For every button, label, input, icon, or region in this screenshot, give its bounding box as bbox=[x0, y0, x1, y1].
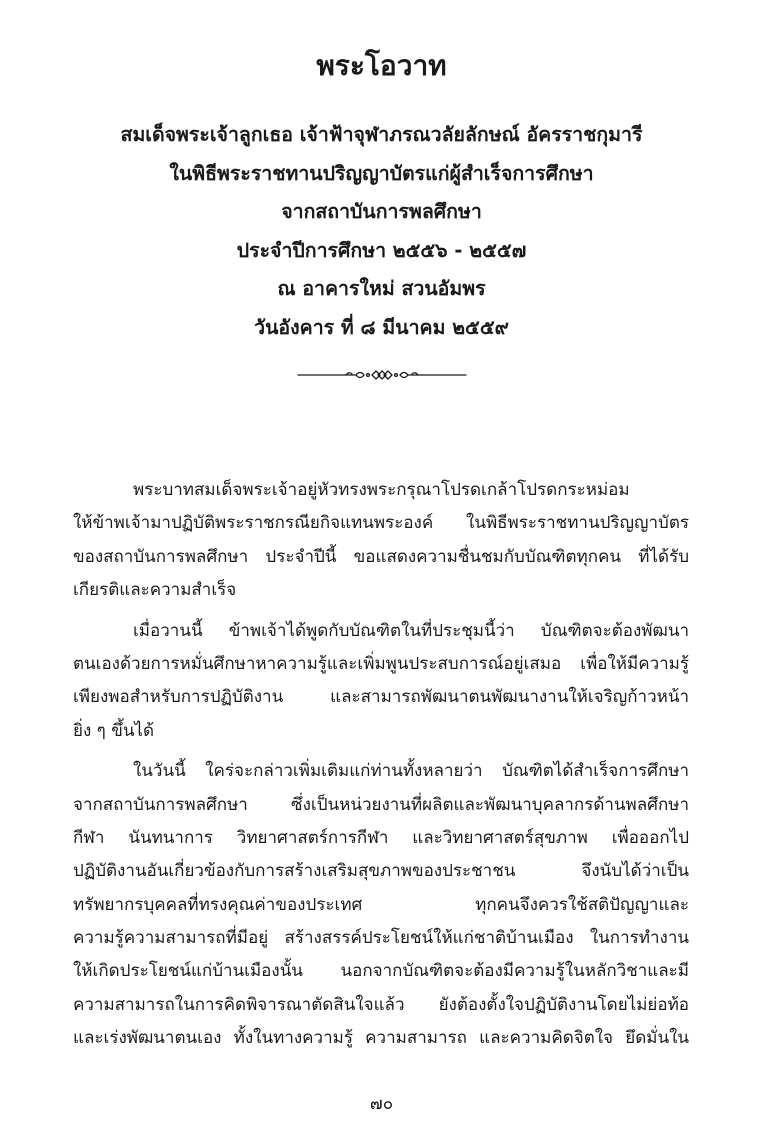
header-line: สมเด็จพระเจ้าลูกเธอ เจ้าฟ้าจุฬาภรณวลัยลักษณ์ อัครราชกุมารี bbox=[120, 123, 643, 146]
paragraph-line: เมื่อวานนี้ ข้าพเจ้าได้พูดกับบัณฑิตในที่ประชุมนี้ว่า บัณฑิตจะต้องพัฒนา bbox=[133, 620, 689, 641]
paragraph-line: เกียรติและความสำเร็จ bbox=[73, 580, 237, 601]
paragraph-line: เพียงพอสำหรับการปฏิบัติงาน และสามารถพัฒนาตนพัฒนางานให้เจริญก้าวหน้า bbox=[73, 687, 689, 708]
document-title: พระโอวาท bbox=[316, 49, 447, 82]
paragraph bbox=[73, 755, 689, 1056]
ornament-divider bbox=[296, 364, 468, 386]
paragraph-line: ยิ่ง ๆ ขึ้นได้ bbox=[73, 720, 155, 741]
paragraph-line: ของสถาบันการพลศึกษา ประจำปีนี้ ขอแสดงความชื่นชมกับบัณฑิตทุกคน ที่ได้รับ bbox=[73, 546, 689, 567]
paragraph-line: ปฏิบัติงานอันเกี่ยวข้องกับการสร้างเสริมสุขภาพของประชาชน จึงนับได้ว่าเป็น bbox=[73, 861, 689, 882]
header-line: วันอังคาร ที่ ๘ มีนาคม ๒๕๕๙ bbox=[254, 315, 509, 339]
paragraph-line: ทรัพยากรบุคคลที่ทรงคุณค่าของประเทศ ทุกคนจึงควรใช้สติปัญญาและ bbox=[73, 894, 689, 915]
header-line: ณ อาคารใหม่ สวนอัมพร bbox=[277, 277, 486, 300]
paragraph-line: ให้ข้าพเจ้ามาปฏิบัติพระราชกรณียกิจแทนพระองค์ ในพิธีพระราชทานปริญญาบัตร bbox=[73, 513, 689, 534]
paragraph bbox=[73, 474, 689, 608]
paragraph-line: ความสามารถในการคิดพิจารณาตัดสินใจแล้ว ยังต้องตั้งใจปฏิบัติงานโดยไม่ย่อท้อ bbox=[73, 994, 689, 1015]
paragraph-line: ตนเองด้วยการหมั่นศึกษาหาความรู้และเพิ่มพูนประสบการณ์อยู่เสมอ เพื่อให้มีความรู้ bbox=[73, 653, 689, 674]
paragraph-line: ความรู้ความสามารถที่มีอยู่ สร้างสรรค์ประโยชน์ให้แก่ชาติบ้านเมือง ในการทำงาน bbox=[73, 928, 689, 949]
paragraph-line: กีฬา นันทนาการ วิทยาศาสตร์การกีฬา และวิทยาศาสตร์สุขภาพ เพื่อออกไป bbox=[73, 827, 689, 848]
document-body bbox=[73, 474, 689, 1063]
paragraph-line: พระบาทสมเด็จพระเจ้าอยู่หัวทรงพระกรุณาโปรดเกล้าโปรดกระหม่อม bbox=[133, 480, 630, 500]
header-line: ประจำปีการศึกษา ๒๕๕๖ - ๒๕๕๗ bbox=[236, 238, 527, 262]
header-line: ในพิธีพระราชทานปริญญาบัตรแก่ผู้สำเร็จการศึกษา bbox=[169, 161, 594, 185]
paragraph-line: ในวันนี้ ใคร่จะกล่าวเพิ่มเติมแก่ท่านทั้งหลายว่า บัณฑิตได้สำเร็จการศึกษา bbox=[133, 761, 689, 782]
header-line: จากสถาบันการพลศึกษา bbox=[281, 200, 482, 223]
paragraph bbox=[73, 615, 689, 749]
paragraph-line: และเร่งพัฒนาตนเอง ทั้งในทางความรู้ ความสามารถ และความคิดจิตใจ ยึดมั่นใน bbox=[73, 1028, 689, 1049]
document-header bbox=[0, 116, 763, 347]
paragraph-line: จากสถาบันการพลศึกษา ซึ่งเป็นหน่วยงานที่ผลิตและพัฒนาบุคลากรด้านพลศึกษา bbox=[73, 794, 689, 815]
page-number: ๗๐ bbox=[369, 1094, 394, 1114]
paragraph-line: ให้เกิดประโยชน์แก่บ้านเมืองนั้น นอกจากบัณฑิตจะต้องมีความรู้ในหลักวิชาและมี bbox=[73, 961, 689, 982]
